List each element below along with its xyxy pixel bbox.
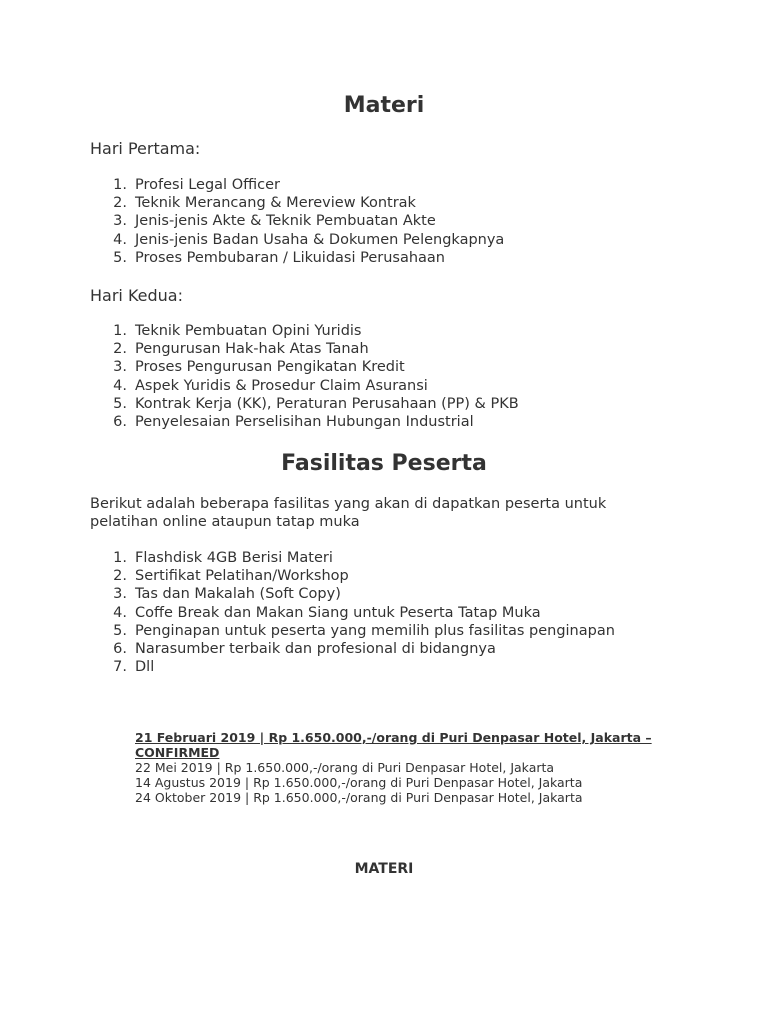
list-item: 2. Sertifikat Pelatihan/Workshop <box>113 568 349 585</box>
list-item: 3. Tas dan Makalah (Soft Copy) <box>113 586 341 603</box>
hari-pertama-list <box>90 176 730 267</box>
list-item: 4. Coffe Break dan Makan Siang untuk Peserta Tatap Muka <box>113 604 541 621</box>
materi-footer-title: MATERI <box>354 861 414 877</box>
list-item: 1. Flashdisk 4GB Berisi Materi <box>113 550 333 566</box>
list-item: 1. Teknik Pembuatan Opini Yuridis <box>113 323 362 339</box>
hari-kedua-heading: Hari Kedua: <box>90 286 183 305</box>
list-item: 2. Pengurusan Hak-hak Atas Tanah <box>113 341 369 358</box>
list-item: 5. Kontrak Kerja (KK), Peraturan Perusahaan (PP) & PKB <box>113 395 519 412</box>
list-item: 5. Proses Pembubaran / Likuidasi Perusahaan <box>113 249 445 266</box>
list-item: 3. Proses Pengurusan Pengikatan Kredit <box>113 359 405 376</box>
list-item: 2. Teknik Merancang & Mereview Kontrak <box>113 195 416 212</box>
fasilitas-title: Fasilitas Peserta <box>281 451 487 476</box>
schedule-line: 14 Agustus 2019 | Rp 1.650.000,-/orang di Puri Denpasar Hotel, Jakarta <box>135 775 583 790</box>
list-item: 4. Aspek Yuridis & Prosedur Claim Asuransi <box>113 377 428 394</box>
materi-title: Materi <box>343 93 425 118</box>
list-item: 7. Dll <box>113 659 155 676</box>
list-item: 5. Penginapan untuk peserta yang memilih plus fasilitas penginapan <box>113 622 615 639</box>
list-item: 3. Jenis-jenis Akte & Teknik Pembuatan Akte <box>113 213 436 230</box>
list-item: 1. Profesi Legal Officer <box>113 177 280 193</box>
list-item: 6. Penyelesaian Perselisihan Hubungan Industrial <box>113 413 474 430</box>
schedule-confirmed-link[interactable]: 21 Februari 2019 | Rp 1.650.000,-/orang di Puri Denpasar Hotel, Jakarta – CONFIRMED <box>135 730 652 760</box>
list-item: 6. Narasumber terbaik dan profesional di bidangnya <box>113 640 496 657</box>
hari-kedua-list <box>90 322 730 431</box>
schedule-line: 22 Mei 2019 | Rp 1.650.000,-/orang di Puri Denpasar Hotel, Jakarta <box>135 760 555 775</box>
fasilitas-list <box>90 549 730 676</box>
hari-pertama-heading: Hari Pertama: <box>90 139 201 158</box>
list-item: 4. Jenis-jenis Badan Usaha & Dokumen Pelengkapnya <box>113 231 505 248</box>
fasilitas-intro: Berikut adalah beberapa fasilitas yang akan di dapatkan peserta untuk pelatihan online ataupun tatap muka <box>90 496 607 531</box>
schedule-line: 24 Oktober 2019 | Rp 1.650.000,-/orang di Puri Denpasar Hotel, Jakarta <box>135 790 583 805</box>
schedule-block <box>135 730 695 805</box>
